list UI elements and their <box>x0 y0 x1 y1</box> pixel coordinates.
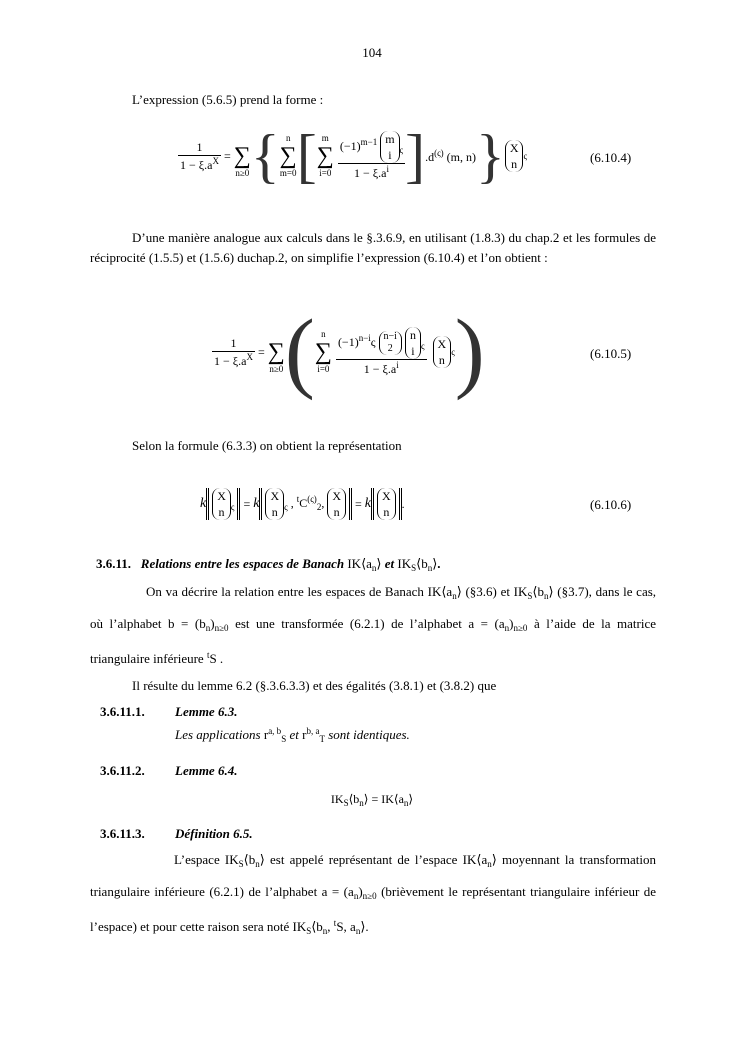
page-number: 104 <box>362 45 382 60</box>
lemma-6-3-title: Lemme 6.3. <box>175 704 238 719</box>
lemma-6-4-title: Lemme 6.4. <box>175 763 238 778</box>
equation-number-6-10-4: (6.10.4) <box>590 150 632 165</box>
paragraph-5: Il résulte du lemme 6.2 (§.3.6.3.3) et des égalités (3.8.1) et (3.8.2) que <box>132 678 497 693</box>
definition-6-5-title: Définition 6.5. <box>175 826 253 841</box>
equation-number-6-10-5: (6.10.5) <box>590 346 632 361</box>
equation-number-6-10-6: (6.10.6) <box>590 497 632 512</box>
lemma-6-3-text: Les applications $r^{a, b}_S$ et $r^{b, a}_T$ sont identiques. <box>175 726 410 744</box>
definition-6-5-text: L’espace $IK_S⟨b_n⟩$ est appelé représentant de l’espace $IK⟨a_n⟩$ moyennant la transformation triangulaire inférieure (6.2.1) de l’alphabet $a = (a_n)_{n\ge 0}$ (brièvement le représentant triangulaire inférieur de l’espace) et pour cette raison sera noté $IK_S⟨b_n$, $^t$S, $a_n⟩$. <box>90 852 657 936</box>
paragraph-3: Selon la formule (6.3.3) on obtient la représentation <box>132 438 402 453</box>
paragraph-4: On va décrire la relation entre les espaces de Banach $IK⟨a_n⟩$ (§3.6) et $IK_S⟨b_n⟩$ (§3.7), dans le cas, où l’alphabet $b = (b_n)_{n\ge 0}$ est une transformée (6.2.1) de l’alphabet $a = (a_n)_{n\ge 0}$ à l’aide de la matrice triangulaire inférieure $^t$S . <box>90 584 657 666</box>
lemma-6-3-heading: 3.6.11.1. <box>100 704 145 719</box>
equation-6-10-5: $\frac{1}{1 - \xi.a^X}$ = ∑ n≥0 ( n ∑ i=0 $(-1)^{n-i}\varsigma$ n−i 2 n i $_\varsigma$ $1 - \xi.a^i$ X n ς ) <box>214 302 485 401</box>
section-heading: 3.6.11. Relations entre les espaces de Banach $IK⟨a_n⟩$ et $IK_S⟨b_n⟩$. <box>96 556 441 573</box>
equation-6-10-4: $\frac{1}{1 - \xi.a^X}$ = ∑ n≥0 { n ∑ m=0 [ m ∑ i=0 $(-1)^{m-1}$ m i $_\varsigma$ $1 - \xi.a^i$ ] $.d^{(\varsigma)}$ (m, n) } X n ς <box>180 123 528 189</box>
paragraph-1: L’expression (5.6.5) prend la forme : <box>132 92 324 107</box>
definition-6-5-number: 3.6.11.3. <box>100 826 145 841</box>
equation-6-10-6: k X n $_\varsigma$ = k X n $_\varsigma$ , $^tC^{(\varsigma)}_2$, X n = k X n . <box>200 489 405 519</box>
lemma-6-4-equation: $IK_S⟨b_n⟩$ = $IK⟨a_n⟩$ <box>330 792 414 808</box>
lemma-6-4-number: 3.6.11.2. <box>100 763 145 778</box>
paragraph-2: D’une manière analogue aux calculs dans le §.3.6.9, en utilisant (1.8.3) du chap.2 et les formules de réciprocité (1.5.5) et (1.5.6) duchap.2, on simplifie l’expression (6.10.4) et l’on obtient : <box>90 230 656 265</box>
